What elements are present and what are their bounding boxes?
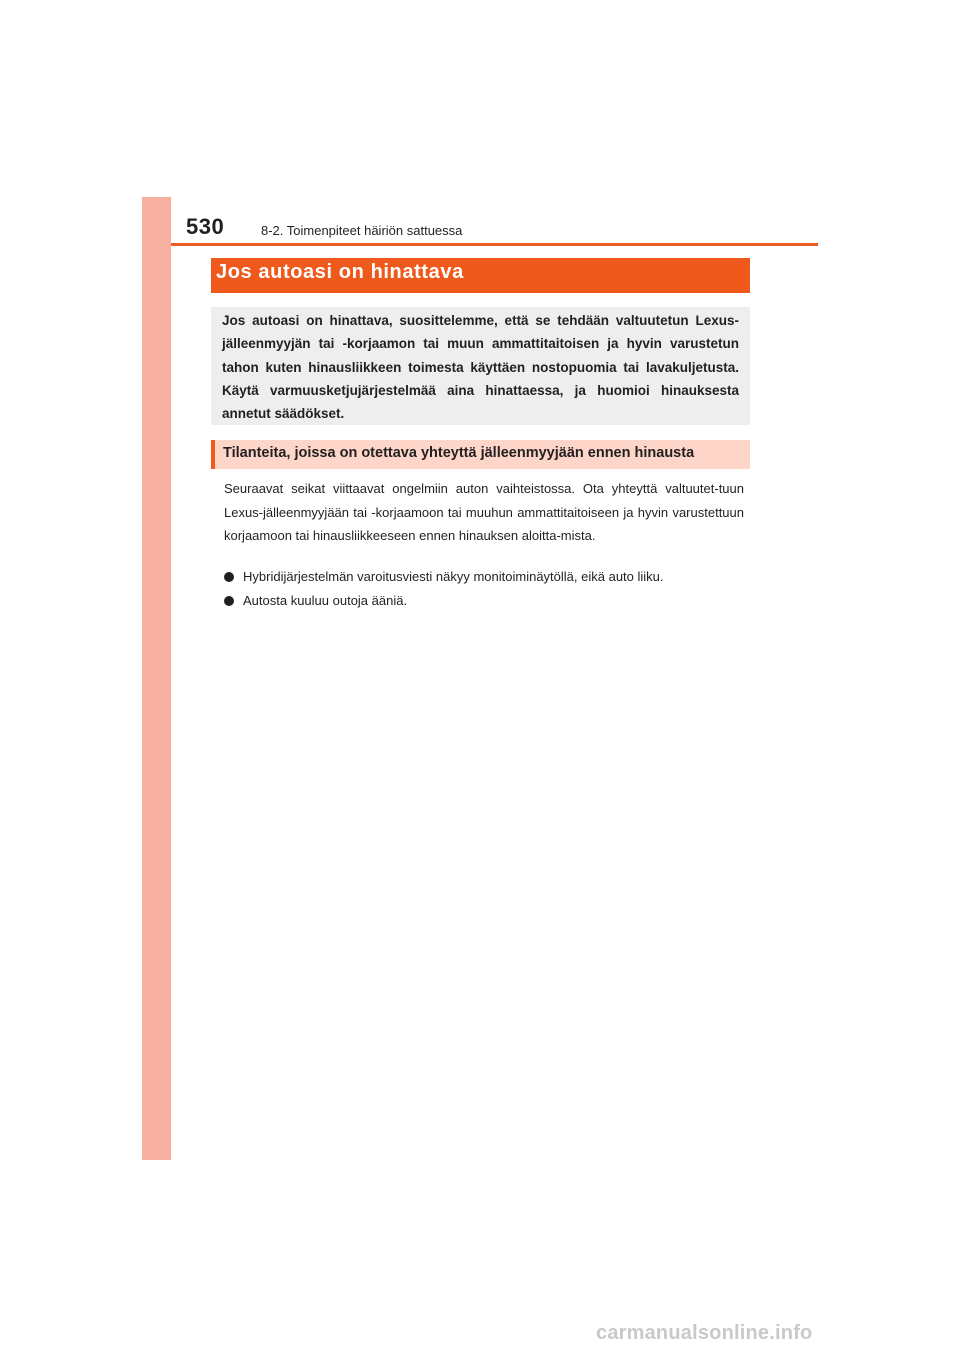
subheading-bar xyxy=(211,440,750,469)
page-heading: Jos autoasi on hinattava xyxy=(216,261,464,283)
list-item xyxy=(224,567,664,587)
header-divider xyxy=(171,243,818,246)
page-number: 530 xyxy=(186,214,225,239)
bullet-icon xyxy=(224,596,234,606)
list-item xyxy=(224,591,407,611)
side-color-band xyxy=(142,197,171,1160)
list-item-text: Hybridijärjestelmän varoitusviesti näkyy monitoiminäytöllä, eikä auto liiku. xyxy=(243,569,664,584)
body-paragraph: Seuraavat seikat viittaavat ongelmiin auton vaihteistossa. Ota yhteyttä valtuutet-tuun Lexus-jälleenmyyjään tai -korjaamoon tai muuhun ammattitaitoiseen ja hyvin varustettuun korjaamoon tai hinausliikkeeseen ennen hinauksen aloitta-mista. xyxy=(224,481,744,543)
intro-text: Jos autoasi on hinattava, suosittelemme, että se tehdään valtuutetun Lexus-jälleenmyyjän tai -korjaamon tai muun ammattitaitoisen ja hyvin varustetun tahon kuten hinausliikkeen toimesta käyttäen nostopuomia tai lavakuljetusta. Käytä varmuusketjujärjestelmää aina hinattaessa, ja huomioi hinauksesta annetut säädökset. xyxy=(222,313,739,422)
bullet-icon xyxy=(224,572,234,582)
heading-bar xyxy=(211,258,750,293)
subheading-accent xyxy=(211,440,215,469)
watermark: carmanualsonline.info xyxy=(596,1322,813,1344)
subheading-label: Tilanteita, joissa on otettava yhteyttä jälleenmyyjään ennen hinausta xyxy=(223,445,695,461)
list-item-text: Autosta kuuluu outoja ääniä. xyxy=(243,593,408,608)
intro-box xyxy=(211,307,750,425)
section-title: 8-2. Toimenpiteet häiriön sattuessa xyxy=(261,223,463,238)
